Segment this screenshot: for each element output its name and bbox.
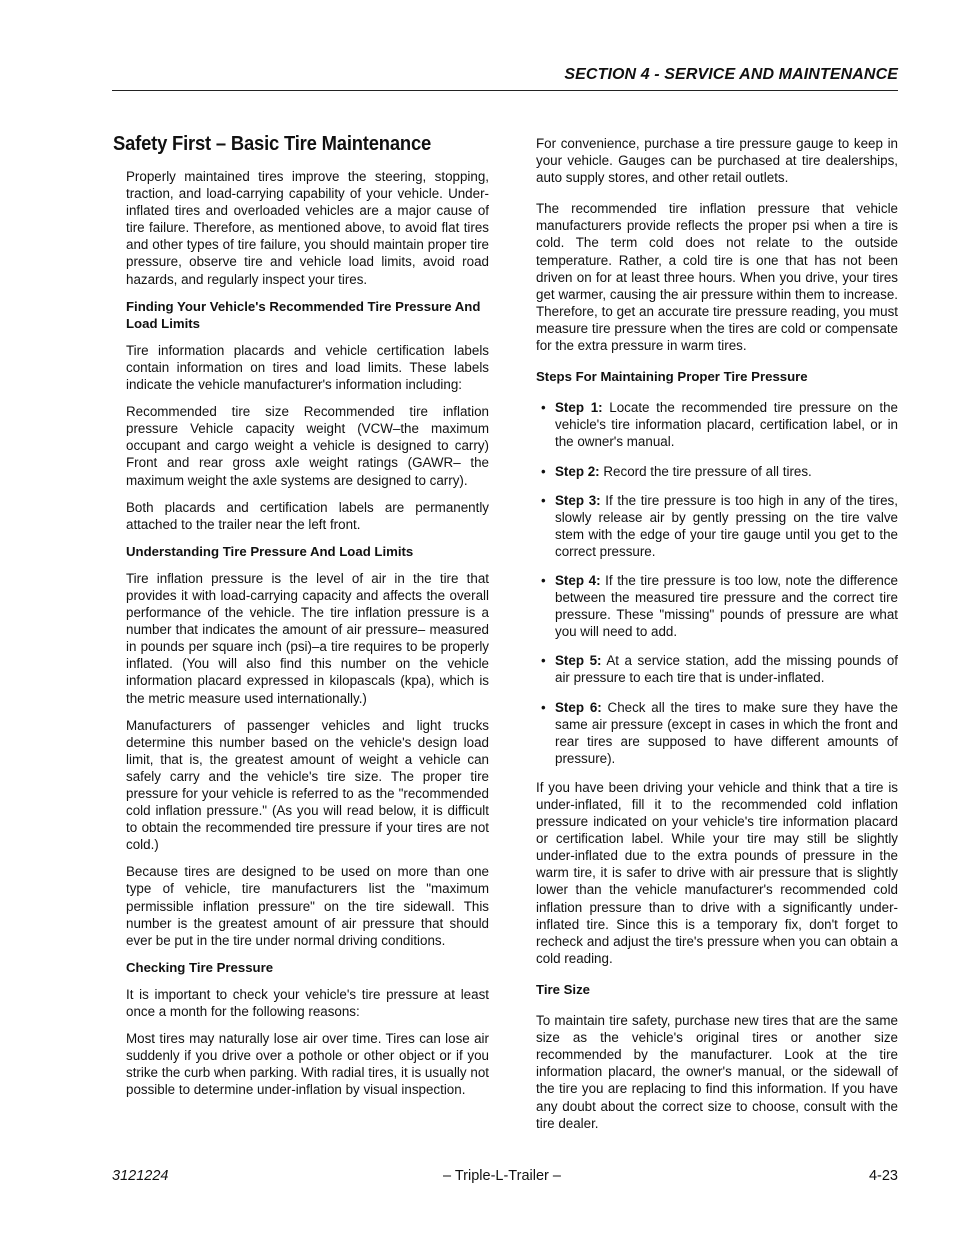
step-label: Step 2: <box>555 463 600 479</box>
step-label: Step 1: <box>555 400 603 416</box>
doc-number: 3121224 <box>112 1168 169 1184</box>
right-column <box>536 135 898 1146</box>
bullet: • <box>541 400 546 416</box>
subheading: Finding Your Vehicle's Recommended Tire Pressure And Load Limits <box>126 298 481 331</box>
list-item <box>536 463 898 480</box>
steps-list <box>536 399 898 767</box>
paragraph: Both placards and certification labels are permanently attached to the trailer near the left front. <box>126 499 489 532</box>
paragraph: Recommended tire size Recommended tire inflation pressure Vehicle capacity weight (VCW–the maximum occupant and cargo weight a vehicle is designed to carry) Front and rear gross axle weight ratings (GAWR– the maximum weight the axle systems are designed to carry). <box>126 404 489 488</box>
bullet: • <box>541 492 546 508</box>
subheading: Steps For Maintaining Proper Tire Pressure <box>536 369 808 385</box>
list-item <box>536 399 898 450</box>
paragraph: Properly maintained tires improve the steering, stopping, traction, and load-carrying capability of your vehicle. Under-inflated tires and overloaded vehicles are a major cause of tire failure. Therefore, as mentioned above, to avoid flat tires and other types of tire failure, you should maintain proper tire pressure, observe tire and vehicle load limits, avoid road hazards, and regularly inspect your tires. <box>126 169 489 287</box>
bullet: • <box>541 699 546 715</box>
paragraph: The recommended tire inflation pressure that vehicle manufacturers provide reflects the proper psi when a tire is cold. The term cold does not relate to the outside temperature. Rather, a cold tire is one that has not been driven on for at least three hours. When you drive, your tires get warmer, causing the air pressure within them to increase. Therefore, to get an accurate tire pressure reading, you must measure tire pressure when the tires are cold or compensate for the extra pressure in warm tires. <box>536 201 898 354</box>
step-text: Record the tire pressure of all tires. <box>599 463 812 479</box>
step-label: Step 5: <box>555 653 602 669</box>
subheading: Understanding Tire Pressure And Load Limits <box>126 543 414 559</box>
paragraph: For convenience, purchase a tire pressure gauge to keep in your vehicle. Gauges can be purchased at tire dealerships, auto supply stores, and other retail outlets. <box>536 136 898 186</box>
list-item <box>536 652 898 686</box>
list-item <box>536 699 898 767</box>
step-label: Step 4: <box>555 572 601 588</box>
paragraph: If you have been driving your vehicle and think that a tire is under-inflated, fill it to the recommended cold inflation pressure indicated on your vehicle's tire information placard or certification label. While your tire may still be slightly under-inflated due to the extra pounds of pressure in the warm tire, it is safer to drive with air pressure that is slightly lower than the vehicle manufacturer's recommended cold inflation pressure than to drive with a significantly under-inflated tire. Since this is a temporary fix, don't forget to recheck and adjust the tire's pressure when you can obtain a cold reading. <box>536 779 898 966</box>
page-title: Safety First – Basic Tire Maintenance <box>113 133 432 155</box>
page-header <box>112 64 898 91</box>
section-title: SECTION 4 - SERVICE AND MAINTENANCE <box>564 66 898 83</box>
subheading: Tire Size <box>536 981 590 997</box>
paragraph: Because tires are designed to be used on more than one type of vehicle, tire manufacturers list the "maximum permissible inflation pressure" on the tire sidewall. This number is the greatest amount of air pressure that should ever be put in the tire under normal driving conditions. <box>126 864 489 948</box>
paragraph: Tire inflation pressure is the level of air in the tire that provides it with load-carrying capacity and affects the overall performance of the vehicle. The tire inflation pressure is a number that indicates the amount of air pressure– measured in pounds per square inch (psi)–a tire requires to be properly inflated. (You will also find this number on the vehicle information placard expressed in kilopascals (kpa), which is the metric measure used internationally.) <box>126 570 489 706</box>
left-column <box>126 168 489 1109</box>
paragraph: To maintain tire safety, purchase new tires that are the same size as the vehicle's original tires or another size recommended by the manufacturer. Look at the tire information placard, the owner's manual, or the sidewall of the tire you are replacing to find this information. If you have any doubt about the correct size to choose, consult with the tire dealer. <box>536 1013 898 1131</box>
step-text: At a service station, add the missing pounds of air pressure to each tire that is under-inflated. <box>555 653 898 686</box>
bullet: • <box>541 572 546 588</box>
page-number: 4-23 <box>868 1168 898 1184</box>
paragraph: Most tires may naturally lose air over time. Tires can lose air suddenly if you drive over a pothole or other object or if you strike the curb when parking. With radial tires, it is usually not possible to determine under-inflation by visual inspection. <box>126 1031 489 1098</box>
subheading: Checking Tire Pressure <box>126 959 274 975</box>
paragraph: Manufacturers of passenger vehicles and light trucks determine this number based on the vehicle's design load limit, that is, the greatest amount of weight a vehicle can safely carry and the vehicle's tire size. The proper tire pressure for your vehicle is referred to as the "recommended cold inflation pressure." (As you will read below, it is difficult to obtain the recommended tire pressure if your tires are not cold.) <box>126 717 489 853</box>
step-label: Step 3: <box>555 492 601 508</box>
step-text: Check all the tires to make sure they have the same air pressure (except in cases in which the front and rear tires are supposed to have different amounts of pressure). <box>555 699 898 766</box>
product-name: – Triple-L-Trailer – <box>443 1168 561 1184</box>
bullet: • <box>541 653 546 669</box>
bullet: • <box>541 463 546 479</box>
step-text: Locate the recommended tire pressure on the vehicle's tire information placard, certification label, or in the owner's manual. <box>555 400 898 450</box>
list-item <box>536 572 898 640</box>
paragraph: It is important to check your vehicle's tire pressure at least once a month for the following reasons: <box>126 986 489 1020</box>
step-text: If the tire pressure is too low, note the difference between the measured tire pressure and the correct tire pressure. These "missing" pounds of pressure are what you will need to add. <box>555 572 898 640</box>
step-text: If the tire pressure is too high in any of the tires, slowly release air by gently pressing on the tire valve stem with the edge of your tire gauge until you get to the correct pressure. <box>555 492 898 559</box>
paragraph: Tire information placards and vehicle certification labels contain information on tires and load limits. These labels indicate the vehicle manufacturer's information including: <box>126 342 489 393</box>
list-item <box>536 492 898 560</box>
step-label: Step 6: <box>555 699 602 715</box>
